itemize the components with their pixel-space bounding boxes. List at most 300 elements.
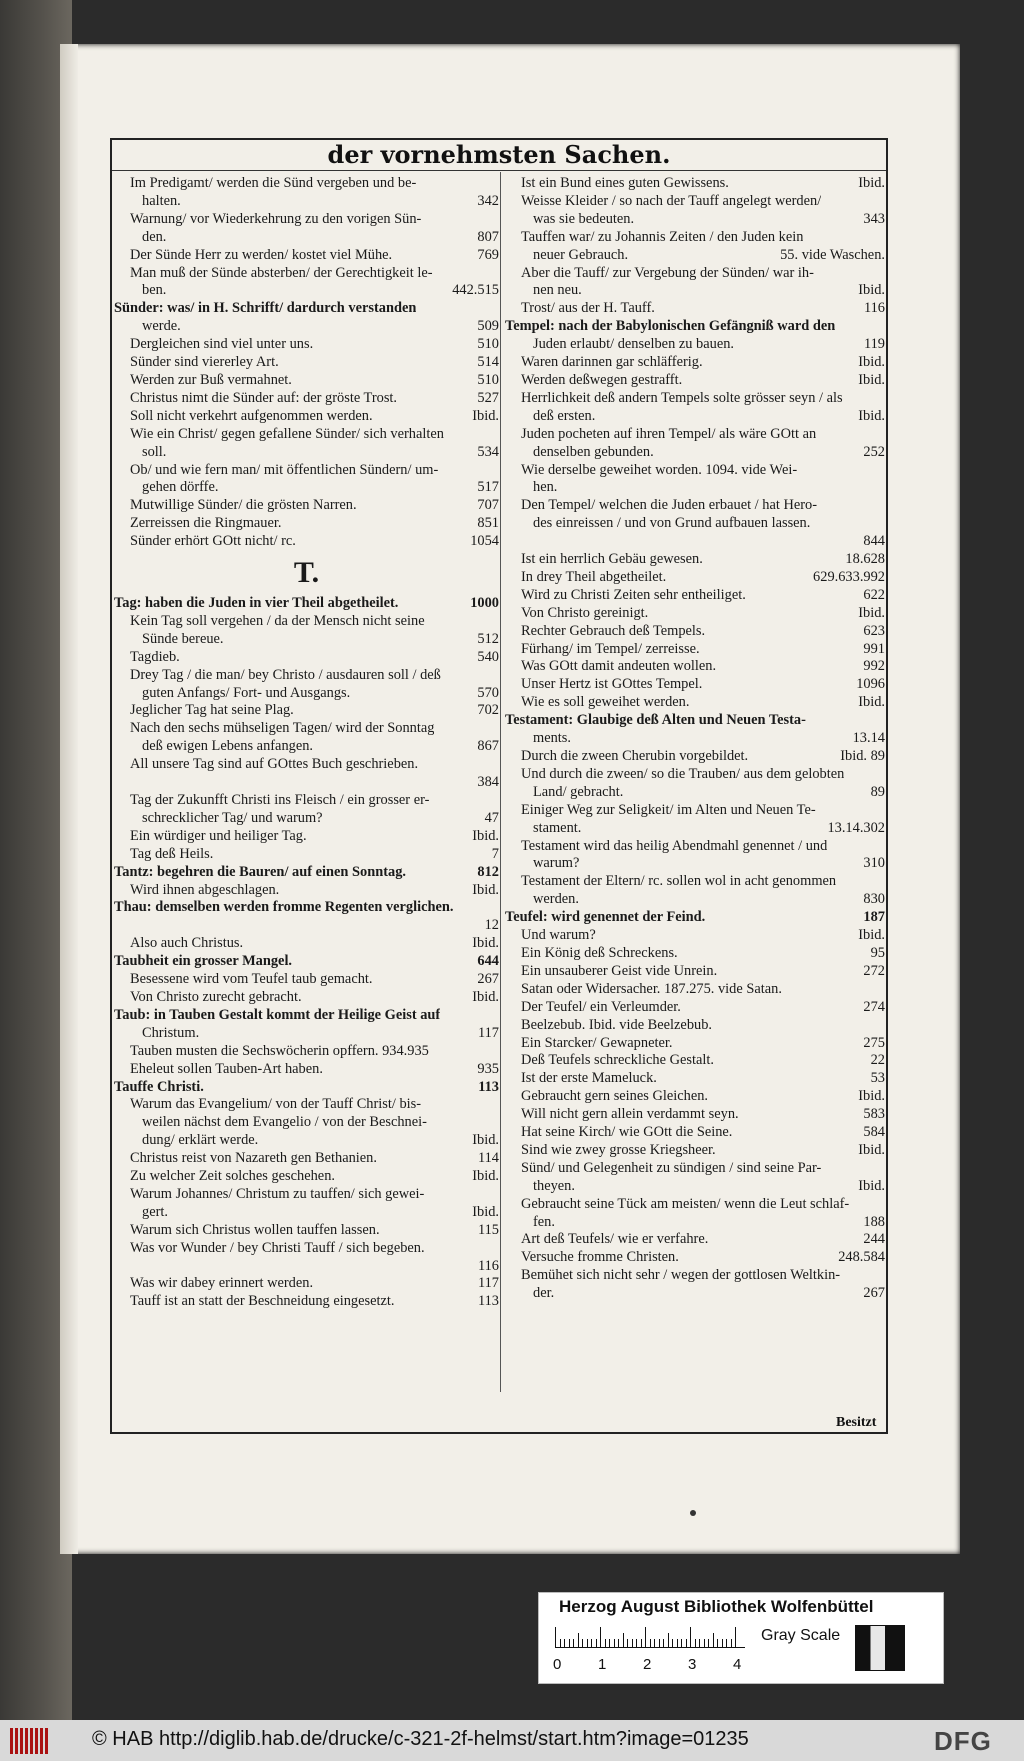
index-entry-page [879, 766, 885, 784]
index-entry-text: Fürhang/ im Tempel/ zerreisse. [521, 640, 700, 657]
index-entry-text: Mutwillige Sünder/ die grösten Narren. [130, 497, 357, 514]
index-entry-text: Sünder sind viererley Art. [130, 354, 279, 371]
index-entry [505, 838, 885, 856]
index-entry-text: Ein unsauberer Geist vide Unrein. [521, 962, 718, 979]
index-entry-text: deß ewigen Lebens anfangen. [142, 738, 314, 755]
index-entry [114, 1114, 499, 1132]
index-entry-text: werde. [142, 318, 181, 335]
scale-number: 3 [688, 1656, 697, 1673]
index-entry-page: 252 [863, 443, 885, 460]
index-entry [114, 408, 499, 426]
index-entry-page: 707 [477, 497, 499, 514]
index-entry-text: Sind wie zwey grosse Kriegsheer. [521, 1141, 716, 1158]
index-entry [114, 318, 499, 336]
index-entry-page: 113 [477, 1293, 499, 1310]
index-entry [505, 282, 885, 300]
index-entry-page: Ibid. [858, 175, 885, 191]
index-entry-page: 540 [477, 648, 499, 665]
index-entry-text: Art deß Teufels/ wie er verfahre. [521, 1231, 709, 1248]
index-entry-page: 583 [863, 1106, 885, 1123]
index-entry-text: Teufel: wird genennet der Feind. [505, 909, 706, 926]
index-entry-text: Was GOtt damit andeuten wollen. [521, 658, 717, 675]
index-entry [505, 336, 885, 354]
index-entry-page: 510 [477, 371, 499, 388]
index-entry-text: Also auch Christus. [130, 935, 244, 952]
index-entry-page: Ibid. [858, 604, 885, 621]
index-entry-page: Ibid. [858, 1177, 885, 1194]
index-entry-page: Ibid. [858, 1088, 885, 1105]
index-entry-page [879, 462, 885, 480]
index-entry-text: Deß Teufels schreckliche Gestalt. [521, 1052, 714, 1069]
index-entry-page: Ibid. [858, 371, 885, 388]
index-entry-page [879, 1160, 885, 1178]
index-entry [114, 1007, 499, 1025]
scale-tick [731, 1639, 732, 1647]
index-entry [114, 846, 499, 864]
scale-tick [704, 1639, 705, 1647]
index-entry-text: Werden deßwegen gestrafft. [521, 371, 683, 388]
index-entry [114, 595, 499, 613]
index-entry-text: theyen. [533, 1177, 575, 1194]
scale-number: 0 [553, 1656, 562, 1673]
index-entry-text: halten. [142, 192, 181, 209]
index-entry-page: 343 [863, 210, 885, 227]
index-entry-page [879, 497, 885, 515]
index-entry [114, 1150, 499, 1168]
index-entry-text: der. [533, 1285, 555, 1302]
index-entry-text: Was vor Wunder / bey Christi Tauff / sich begeben. [130, 1239, 425, 1256]
index-entry-text: Tagdieb. [130, 648, 180, 665]
index-entry-text: Tauben musten die Sechswöcherin opffern. 934.935 [130, 1042, 429, 1059]
index-entry [505, 1052, 885, 1070]
index-entry-text: Land/ gebracht. [533, 783, 624, 800]
scale-tick [578, 1633, 579, 1647]
index-entry-page: 12 [484, 917, 499, 934]
index-entry-text: All unsere Tag sind auf GOttes Buch geschrieben. [130, 756, 419, 773]
index-entry-text: soll. [142, 443, 167, 460]
index-entry-text: Zerreissen die Ringmauer. [130, 515, 282, 532]
index-entry-text: Thau: demselben werden fromme Regenten verglichen. [114, 899, 454, 916]
scale-tick [686, 1639, 687, 1647]
index-entry [114, 667, 499, 685]
index-entry [114, 774, 499, 792]
index-entry [114, 444, 499, 462]
index-entry [505, 175, 885, 193]
index-entry-page: Ibid. [472, 1168, 499, 1185]
index-entry-text: Der Sünde Herr zu werden/ kostet viel Mühe. [130, 246, 393, 263]
index-entry-text: Herrlichkeit deß andern Tempels solte grösser seyn / als [521, 389, 843, 406]
index-entry-page: 113 [478, 1078, 499, 1095]
index-entry-page [879, 1017, 885, 1035]
index-entry [114, 1275, 499, 1293]
index-entry-text: Taubheit ein grosser Mangel. [114, 953, 293, 970]
index-entry-page: Ibid. [472, 1132, 499, 1149]
index-entry-page [879, 426, 885, 444]
scale-tick [641, 1639, 642, 1647]
measure-scale [555, 1627, 745, 1648]
index-entry [505, 426, 885, 444]
scale-number: 2 [643, 1656, 652, 1673]
scale-tick [582, 1639, 583, 1647]
index-entry-page: 18.628 [845, 551, 885, 568]
index-entry [505, 408, 885, 426]
index-entry-text: Nach den sechs mühseligen Tagen/ wird der Sonntag [130, 720, 435, 737]
index-entry-text: Christum. [142, 1024, 200, 1041]
index-entry-text: In drey Theil abgetheilet. [521, 568, 667, 585]
index-entry [114, 497, 499, 515]
index-entry-page: 1054 [470, 533, 499, 550]
library-name: Herzog August Bibliothek Wolfenbüttel [559, 1597, 874, 1616]
index-entry-text: den. [142, 228, 167, 245]
index-entry [114, 882, 499, 900]
index-entry-text: Im Predigamt/ werden die Sünd vergeben und be- [130, 175, 417, 191]
index-entry [505, 694, 885, 712]
footer-source-link[interactable]: © HAB http://diglib.hab.de/drucke/c-321-2f-helmst/start.htm?image=01235 [92, 1728, 749, 1750]
scale-tick [699, 1639, 700, 1647]
scale-tick [632, 1639, 633, 1647]
index-entry-text: Kein Tag soll vergehen / da der Mensch nicht seine [130, 612, 425, 629]
index-entry [505, 641, 885, 659]
index-entry-text: Jeglicher Tag hat seine Plag. [130, 702, 294, 719]
running-head: der vornehmsten Sachen. [112, 140, 886, 171]
index-entry-page: 512 [477, 630, 499, 647]
index-entry [114, 336, 499, 354]
index-entry-text: Versuche fromme Christen. [521, 1249, 679, 1266]
index-entry-text: schrecklicher Tag/ und warum? [142, 809, 323, 826]
index-entry [114, 1186, 499, 1204]
library-label-card [538, 1592, 944, 1684]
index-entry-text: Sünd/ und Gelegenheit zu sündigen / sind seine Par- [521, 1159, 822, 1176]
index-entry [505, 1267, 885, 1285]
index-entry-page [493, 175, 499, 193]
index-entry [114, 1025, 499, 1043]
index-entry-page: 119 [863, 336, 885, 353]
scale-tick [708, 1639, 709, 1647]
index-entry-page [879, 265, 885, 283]
index-entry [114, 1132, 499, 1150]
index-entry [114, 1043, 499, 1061]
index-entry-text: Unser Hertz ist GOttes Tempel. [521, 676, 703, 693]
index-entry-page: Ibid. [472, 881, 499, 898]
index-entry [114, 899, 499, 917]
index-entry [505, 1231, 885, 1249]
index-entry-text: Und warum? [521, 927, 596, 944]
index-entry [505, 873, 885, 891]
index-entry [114, 372, 499, 390]
index-entry [505, 927, 885, 945]
index-entry [114, 720, 499, 738]
index-entry-text: Bemühet sich nicht sehr / wegen der gottlosen Weltkin- [521, 1267, 841, 1284]
index-entry-page: 275 [863, 1034, 885, 1051]
index-entry-page: 584 [863, 1124, 885, 1141]
index-entry-page: 510 [477, 336, 499, 353]
index-entry [505, 1142, 885, 1160]
index-entry [505, 1070, 885, 1088]
index-entry [505, 802, 885, 820]
index-entry [505, 712, 885, 730]
index-entry [505, 784, 885, 802]
index-entry [505, 730, 885, 748]
hab-logo-icon [10, 1728, 48, 1754]
index-entry-page [879, 515, 885, 533]
index-entry-page: Ibid. 89 [840, 748, 885, 764]
index-entry-text: Ein Starcker/ Gewapneter. [521, 1034, 673, 1051]
scale-tick [569, 1639, 570, 1647]
index-entry [114, 935, 499, 953]
index-entry-page: 248.584 [838, 1249, 885, 1266]
index-entry [114, 211, 499, 229]
index-entry-page [879, 712, 885, 730]
index-entry-text: Beelzebub. Ibid. vide Beelzebub. [521, 1016, 713, 1033]
index-entry [505, 999, 885, 1017]
index-entry-page: 95 [870, 944, 885, 961]
index-entry [505, 479, 885, 497]
index-entry-text: was sie bedeuten. [533, 210, 635, 227]
index-entry-page: 807 [477, 228, 499, 245]
scale-tick [650, 1639, 651, 1647]
index-entry-page [879, 838, 885, 856]
index-entry-text: Wird ihnen abgeschlagen. [130, 881, 280, 898]
index-entry-page [493, 613, 499, 631]
index-entry-text: hen. [533, 479, 558, 496]
scale-tick [605, 1639, 606, 1647]
index-entry-text: Trost/ aus der H. Tauff. [521, 300, 655, 317]
index-entry-text: weilen nächst dem Evangelio / von der Beschnei- [142, 1114, 427, 1131]
index-entry [505, 551, 885, 569]
index-entry [114, 1222, 499, 1240]
index-entry-page: 622 [863, 586, 885, 603]
scale-tick [627, 1639, 628, 1647]
index-entry-page: 116 [863, 300, 885, 317]
index-entry-page: 991 [863, 640, 885, 657]
index-entry-text: Christus reist von Nazareth gen Bethanien. [130, 1150, 377, 1167]
index-entry [114, 702, 499, 720]
index-entry [114, 1061, 499, 1079]
index-entry-page [879, 802, 885, 820]
index-entry-text: Der Teufel/ ein Verleumder. [521, 998, 681, 1015]
scale-tick [560, 1639, 561, 1647]
index-entry [114, 1258, 499, 1276]
index-entry [505, 1160, 885, 1178]
scale-tick [555, 1627, 556, 1647]
index-entry [505, 1035, 885, 1053]
scale-tick [713, 1633, 714, 1647]
index-entry-page: 13.14.302 [827, 819, 885, 836]
index-entry [114, 282, 499, 300]
index-entry-text: Ist ein herrlich Gebäu gewesen. [521, 551, 703, 568]
index-entry-page: Ibid. [858, 282, 885, 299]
index-entry-page [879, 229, 885, 247]
index-entry-page: 534 [477, 443, 499, 460]
scale-tick [695, 1639, 696, 1647]
index-entry [505, 1017, 885, 1035]
index-entry-page: 310 [863, 855, 885, 872]
scale-tick [726, 1639, 727, 1647]
index-entry-text: Wie es soll geweihet werden. [521, 694, 690, 711]
index-entry-page [493, 792, 499, 810]
index-entry-text: warum? [533, 855, 580, 872]
index-entry [114, 1079, 499, 1097]
index-entry [114, 917, 499, 935]
index-entry-page: 272 [863, 962, 885, 979]
index-entry-page: 55. vide Waschen. [780, 246, 885, 263]
index-entry-page [493, 899, 499, 917]
scale-tick [618, 1639, 619, 1647]
index-entry [505, 909, 885, 927]
index-entry [505, 462, 885, 480]
index-entry-text: Ist ein Bund eines guten Gewissens. [521, 175, 729, 191]
index-entry [505, 318, 885, 336]
index-entry-text: Und durch die zween/ so die Trauben/ aus dem gelobten [521, 765, 845, 782]
index-entry [505, 981, 885, 999]
index-entry [505, 820, 885, 838]
index-entry [505, 945, 885, 963]
index-entry-text: Satan oder Widersacher. 187.275. vide Satan. [521, 980, 782, 997]
index-entry [114, 613, 499, 631]
index-entry-text: Durch die zween Cherubin vorgebildet. [521, 748, 749, 764]
index-entry-page: 702 [477, 702, 499, 719]
index-entry [114, 738, 499, 756]
index-entry [505, 211, 885, 229]
index-entry [505, 390, 885, 408]
index-entry-page: 47 [484, 809, 499, 826]
index-entry-page: Ibid. [472, 407, 499, 424]
index-entry [114, 1168, 499, 1186]
index-entry-text: Testament wird das heilig Abendmahl genennet / und [521, 837, 828, 854]
scale-tick [636, 1639, 637, 1647]
index-entry [505, 444, 885, 462]
index-entry [505, 963, 885, 981]
index-entry-page [879, 193, 885, 211]
index-entry-page: Ibid. [472, 827, 499, 844]
index-entry-page: 629.633.992 [813, 568, 885, 585]
index-entry-page: Ibid. [858, 927, 885, 944]
index-entry-page: 89 [870, 783, 885, 800]
scale-tick [564, 1639, 565, 1647]
index-entry [114, 265, 499, 283]
index-entry-text: Man muß der Sünde absterben/ der Gerechtigkeit le- [130, 264, 433, 281]
index-entry-text: Besessene wird vom Teufel taub gemacht. [130, 971, 373, 988]
index-entry [114, 756, 499, 774]
index-entry-page [493, 1007, 499, 1025]
index-entry [505, 623, 885, 641]
scale-tick [672, 1639, 673, 1647]
index-entry [114, 175, 499, 193]
index-entry-text: Zu welcher Zeit solches geschehen. [130, 1168, 335, 1185]
index-entry-text: Eheleut sollen Tauben-Art haben. [130, 1060, 323, 1077]
index-entry [114, 1293, 499, 1311]
index-entry-text: Christus nimt die Sünder auf: der gröste Trost. [130, 389, 398, 406]
index-entry [114, 193, 499, 211]
index-entry [505, 855, 885, 873]
index-entry-page: 830 [863, 891, 885, 908]
index-entry-page [493, 1114, 499, 1132]
index-entry [114, 479, 499, 497]
index-entry-text: Waren darinnen gar schläfferig. [521, 354, 703, 371]
index-entry [505, 300, 885, 318]
index-entry-text: Wie derselbe geweihet worden. 1094. vide Wei- [521, 461, 798, 478]
scale-tick [587, 1639, 588, 1647]
index-entry-text: Tantz: begehren die Bauren/ auf einen Sonntag. [114, 863, 406, 880]
index-entry-text: gehen dörffe. [142, 479, 219, 496]
index-entry-page [879, 390, 885, 408]
index-entry [505, 229, 885, 247]
index-entry-page [493, 667, 499, 685]
index-entry [114, 828, 499, 846]
index-entry [114, 649, 499, 667]
index-entry [114, 300, 499, 318]
scale-tick [677, 1639, 678, 1647]
index-entry-page [493, 1186, 499, 1204]
index-entry-text: ben. [142, 282, 167, 299]
index-entry-text: ments. [533, 730, 571, 747]
index-entry-page: 1000 [470, 595, 499, 612]
index-entry-page [493, 426, 499, 444]
index-entry-text: Will nicht gern allein verdammt seyn. [521, 1106, 739, 1123]
dfg-logo: DFG [934, 1726, 992, 1756]
scale-tick [681, 1639, 682, 1647]
scale-number: 1 [598, 1656, 607, 1673]
index-entry-page [493, 1096, 499, 1114]
index-entry-text: Warum sich Christus wollen tauffen lassen. [130, 1221, 380, 1238]
index-entry [505, 354, 885, 372]
index-entry [505, 1196, 885, 1214]
index-entry-text: Testament der Eltern/ rc. sollen wol in acht genommen [521, 873, 837, 890]
index-entry-page: Ibid. [472, 935, 499, 952]
index-entry [114, 1204, 499, 1222]
footer-bar [0, 1720, 1024, 1761]
scale-tick [668, 1633, 669, 1647]
index-entry [114, 864, 499, 882]
index-entry-page [879, 981, 885, 999]
index-entry-page: 644 [477, 953, 499, 970]
index-entry-page: Ibid. [472, 1203, 499, 1220]
index-entry [505, 533, 885, 551]
index-entry-page: 115 [477, 1221, 499, 1238]
scale-tick [654, 1639, 655, 1647]
index-entry-page: 844 [863, 533, 885, 550]
scale-number: 4 [733, 1656, 742, 1673]
index-entry [505, 748, 885, 766]
index-entry [505, 766, 885, 784]
index-entry-text: Den Tempel/ welchen die Juden erbauet / hat Hero- [521, 497, 818, 514]
index-entry [114, 631, 499, 649]
index-entry [114, 533, 499, 551]
index-entry-text: Tag der Zukunfft Christi ins Fleisch / ein grosser er- [130, 792, 430, 808]
index-entry-page [493, 265, 499, 283]
scale-tick [623, 1633, 624, 1647]
index-entry-text: Tempel: nach der Babylonischen Gefängniß ward den [505, 318, 836, 335]
index-entry [505, 1249, 885, 1267]
index-entry-page: 116 [477, 1257, 499, 1274]
index-entry [505, 587, 885, 605]
scale-tick [609, 1639, 610, 1647]
index-entry-text: Dergleichen sind viel unter uns. [130, 336, 314, 353]
index-entry [114, 1240, 499, 1258]
scale-tick [659, 1639, 660, 1647]
index-entry-page: Ibid. [472, 988, 499, 1005]
index-entry-text: neuer Gebrauch. [533, 246, 629, 263]
index-entry-text: Einiger Weg zur Seligkeit/ im Alten und Neuen Te- [521, 801, 816, 818]
scale-tick [591, 1639, 592, 1647]
gray-scale-label: Gray Scale [761, 1627, 841, 1644]
gray-scale-swatch [855, 1625, 905, 1671]
index-entry-text: guten Anfangs/ Fort- und Ausgangs. [142, 684, 351, 701]
scale-tick [573, 1639, 574, 1647]
index-entry [505, 1088, 885, 1106]
index-column-right [505, 175, 885, 1303]
index-entry [505, 372, 885, 390]
